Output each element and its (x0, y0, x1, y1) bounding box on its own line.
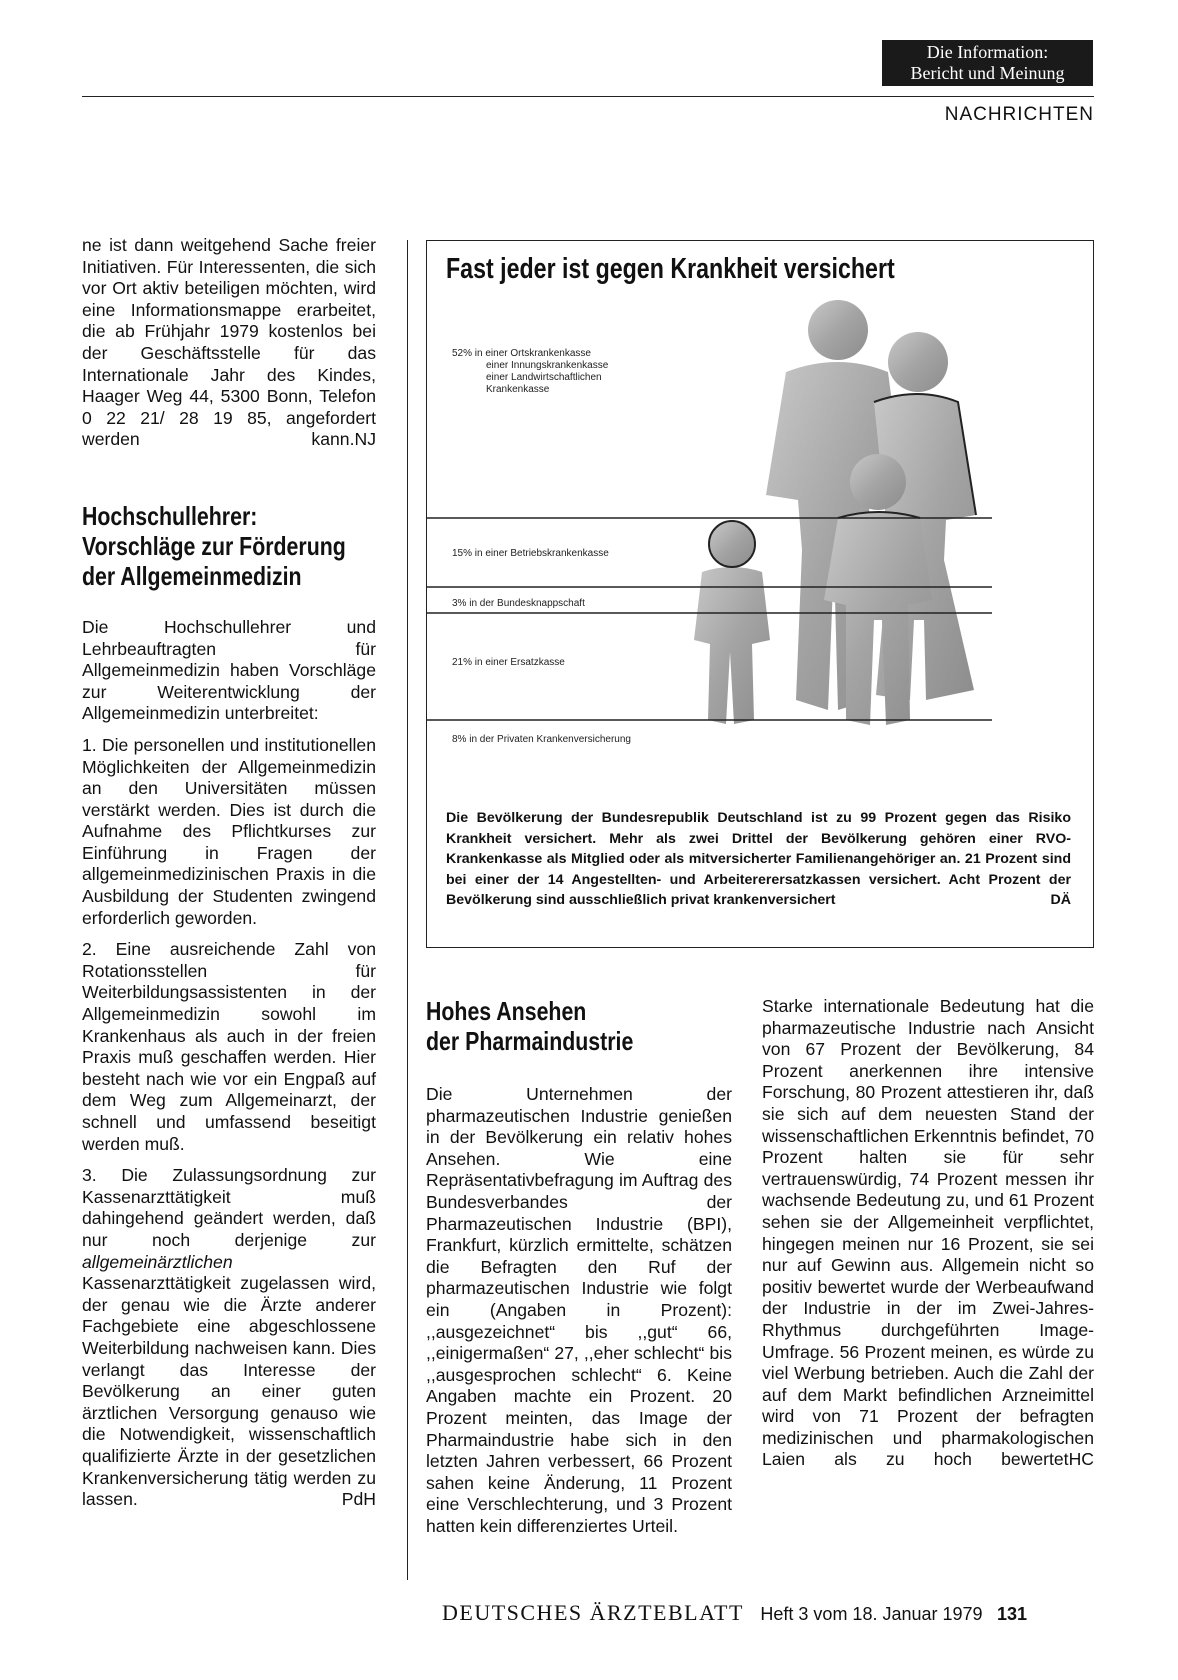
column-divider (407, 240, 408, 1580)
infographic-chart (426, 300, 1094, 800)
paragraph-signature: HC (1068, 1449, 1094, 1470)
infographic-title (446, 252, 1007, 286)
headline-line-2: Vorschläge zur Förderung (82, 530, 346, 561)
label-innungskrankenkasse: einer Innungskrankenkasse (486, 360, 609, 371)
section-box (882, 40, 1093, 86)
column-middle (426, 996, 732, 1547)
header-rule (82, 96, 1094, 97)
paragraph: Die Hochschullehrer und Lehrbeauftragten für Allgemeinmedizin haben Vorschläge zur Weiterentwicklung der Allgemeinmedizin unterbreitet: (82, 616, 376, 724)
section-box-line1: Die Information: (926, 42, 1049, 62)
masthead: DEUTSCHES ÄRZTEBLATT (442, 1600, 744, 1625)
paragraph: Die Unternehmen der pharmazeutischen Industrie genießen in der Bevölkerung ein relativ hohes Ansehen. Wie eine Repräsentativbefragung im Auftrag des Bundesverbandes der Pharmazeutischen Industrie (BPI), Frankfurt, kürzlich ermittelte, schätzen die Befragten den Ruf der pharmazeutischen Industrie wie folgt ein (Angaben in Prozent): ,,ausgezeichnet“ bis ,,gut“ 66, ,,einigermaßen“ 27, ,,eher schlecht“ bis ,,ausgesprochen schlecht“ 6. Keine Angaben machte ein Prozent. 20 Prozent meinten, das Image der Pharmaindustrie habe sich in den letzten Jahren verbessert, 66 Prozent sahen keine Änderung, 11 Prozent eine Verschlechterung, und 3 Prozent hatten kein differenziertes Urteil. (426, 1084, 732, 1536)
caption-text: Die Bevölkerung der Bundesrepublik Deutschland ist zu 99 Prozent gegen das Risiko Krankheit versichert. Mehr als zwei Drittel der Bevölkerung gehören einer RVO-Krankenkasse als Mitglied oder als mitversicherter Familienangehöriger an. 21 Prozent sind bei einer der 14 Angestellten- und Arbeitererersatzkassen versichert. Acht Prozent der Bevölkerung sind ausschließlich privat krankenversichert (446, 810, 1071, 909)
headline-pharmaindustrie (426, 996, 732, 1056)
section-box-line2: Bericht und Meinung (910, 63, 1065, 83)
headline-line-3: der Allgemeinmedizin (82, 560, 302, 591)
paragraph-text: Kassenarzttätigkeit zugelassen wird, der genau wie die Ärzte anderer Fachgebiete eine abgeschlossene Weiterbildung nachweisen kann. Dies verlangt das Interesse der Bevölkerung an einer guten ärztlichen Versorgung genauso wie die Notwendigkeit, wissenschaftlich qualifizierte Ärzte in der gesetzlichen Krankenversicherung tätig werden zu lassen. (82, 1273, 376, 1510)
column-right (762, 996, 1094, 1481)
family-figure (694, 300, 976, 725)
intro-signature: NJ (354, 429, 376, 450)
headline-line-1: Hohes Ansehen (426, 996, 587, 1026)
page-number: 131 (997, 1604, 1028, 1624)
label-private-krankenversicherung: 8% in der Privaten Krankenversicherung (452, 734, 631, 745)
intro-text: ne ist dann weitgehend Sache freier Initiativen. Für Interessenten, die sich vor Ort aktiv beteiligen möchten, wird eine Informationsmappe erarbeitet, die ab Frühjahr 1979 kostenlos bei der Geschäftsstelle für das Internationale Jahr des Kindes, Haager Weg 44, 5300 Bonn, Telefon 0 22 21/ 28 19 85, angefordert werden kann. (82, 235, 376, 450)
emphasis: allgemeinärztlichen (82, 1251, 233, 1272)
intro-paragraph (82, 235, 376, 451)
infographic-title-text: Fast jeder ist gegen Krankheit versichert (446, 253, 895, 285)
label-landwirtschaftliche: einer Landwirtschaftlichen (486, 372, 602, 383)
issue-info: Heft 3 vom 18. Januar 1979 (760, 1604, 983, 1624)
label-ortskrankenkasse: 52% in einer Ortskrankenkasse (452, 348, 591, 359)
headline-line-2: der Pharmaindustrie (426, 1026, 634, 1056)
paragraph-text: Starke internationale Bedeutung hat die pharmazeutische Industrie nach Ansicht von 67 Prozent der Bevölkerung, 84 Prozent anerkennen ihre intensive Forschung, 80 Prozent attestieren ihr, daß sie sich auf dem neuesten Stand der wissenschaftlichen Erkenntnis befindet, 70 Prozent halten sie für sehr vertrauenswürdig, 74 Prozent messen ihr wachsende Bedeutung zu, und 61 Prozent sehen sie der Allgemeinheit verpflichtet, hingegen meinen nur 16 Prozent, sie sei nur auf Gewinn aus. Allgemein nicht so positiv bewertet wurde der Werbeaufwand der Industrie in der im Zwei-Jahres-Rhythmus durchgeführten Image-Umfrage. 56 Prozent meinen, es würde zu viel Werbung betrieben. Auch die Zahl der auf dem Markt befindlichen Arzneimittel wird von 71 Prozent der befragten medizinischen und pharmakologischen Laien als zu hoch bewertet (762, 996, 1094, 1470)
headline-hochschullehrer (82, 501, 376, 591)
paragraph (82, 1165, 376, 1511)
infographic-caption (446, 808, 1071, 911)
column-left (82, 235, 376, 1521)
page-footer (442, 1600, 1027, 1626)
section-label: NACHRICHTEN (944, 104, 1094, 125)
label-krankenkasse: Krankenkasse (486, 384, 550, 395)
caption-signature: DÄ (1050, 892, 1071, 909)
paragraph-text: 3. Die Zulassungsordnung zur Kassenarzttätigkeit muß dahingehend geändert werden, daß nur noch derjenige zur (82, 1165, 376, 1250)
headline-line-1: Hochschullehrer: (82, 500, 258, 531)
paragraph: 2. Eine ausreichende Zahl von Rotationsstellen für Weiterbildungsassistenten in der Allgemeinmedizin sowohl im Krankenhaus als auch in der freien Praxis muß geschaffen werden. Hier besteht nach wie vor ein Engpaß auf dem Weg zum Allgemeinarzt, der schnell und umfassend beseitigt werden muß. (82, 939, 376, 1154)
label-bundesknappschaft: 3% in der Bundesknappschaft (452, 598, 585, 609)
paragraph (762, 996, 1094, 1471)
label-betriebskrankenkasse: 15% in einer Betriebskrankenkasse (452, 548, 609, 559)
label-ersatzkasse: 21% in einer Ersatzkasse (452, 657, 565, 668)
paragraph: 1. Die personellen und institutionellen Möglichkeiten der Allgemeinmedizin an den Universitäten müssen verstärkt werden. Dies ist durch die Aufnahme des Pflichtkurses zur Einführung in Fragen der allgemeinmedizinischen Praxis in die Ausbildung der Studenten zwingend erforderlich geworden. (82, 734, 376, 928)
paragraph-signature: PdH (341, 1489, 376, 1510)
